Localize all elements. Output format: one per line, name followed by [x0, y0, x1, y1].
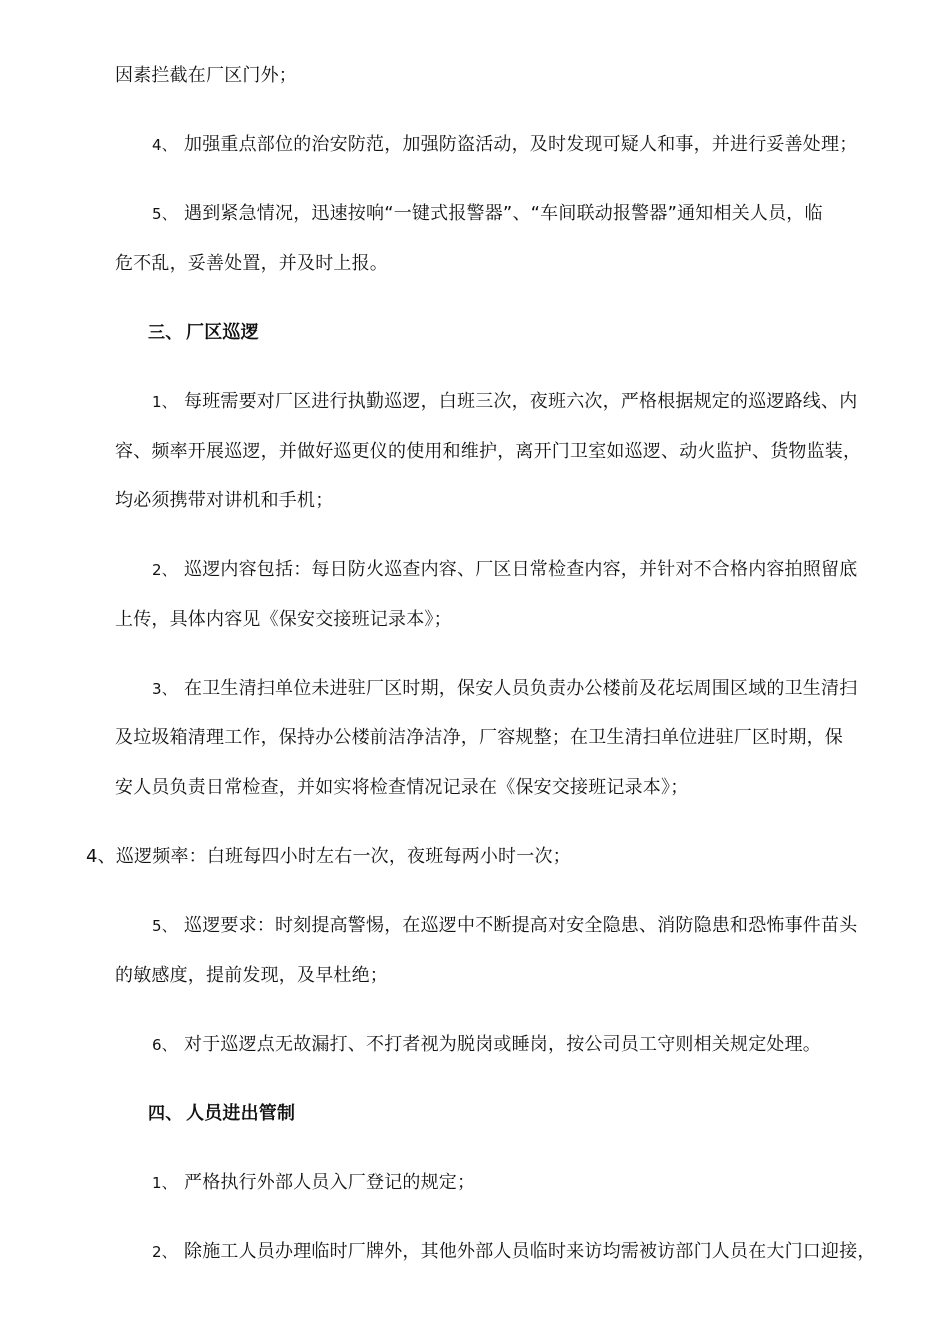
- text-line: [115, 65, 297, 87]
- text-content: 加强重点部位的治安防范，加强防盗活动，及时发现可疑人和事，并进行妥善处理；: [184, 134, 858, 155]
- text-content: 均必须携带对讲机和手机；: [115, 490, 334, 511]
- text-line: [115, 727, 843, 749]
- list-item: [152, 915, 857, 937]
- text-line: [115, 609, 452, 631]
- text-content: 的敏感度，提前发现，及早杜绝；: [115, 965, 388, 986]
- text-content: 巡逻内容包括：每日防火巡查内容、厂区日常检查内容，并针对不合格内容拍照留底: [184, 559, 858, 580]
- text-content: 除施工人员办理临时厂牌外，其他外部人员临时来访均需被访部门人员在大门口迎接，: [184, 1241, 876, 1262]
- list-item: [152, 559, 857, 581]
- text-content: 在卫生清扫单位未进驻厂区时期，保安人员负责办公楼前及花坛周围区域的卫生清扫: [184, 678, 858, 699]
- list-item: [86, 846, 571, 868]
- list-number: 1、: [152, 393, 177, 411]
- text-content: 对于巡逻点无故漏打、不打者视为脱岗或睡岗，按公司员工守则相关规定处理。: [184, 1034, 821, 1055]
- list-number: 4、: [152, 136, 177, 154]
- text-line: [115, 777, 688, 799]
- list-item: [152, 678, 857, 700]
- text-line: [115, 441, 861, 463]
- list-number: 5、: [152, 917, 177, 935]
- text-content: 容、频率开展巡逻，并做好巡更仪的使用和维护，离开门卫室如巡逻、动火监护、货物监装，: [115, 441, 862, 462]
- list-item: [152, 1034, 821, 1056]
- text-content: 严格执行外部人员入厂登记的规定；: [184, 1172, 476, 1193]
- list-item: [152, 134, 857, 156]
- list-number: 6、: [152, 1036, 177, 1054]
- text-content: 上传，具体内容见《保安交接班记录本》；: [115, 609, 452, 630]
- section-title: 厂区巡逻: [186, 322, 259, 343]
- list-number: 5、: [152, 205, 177, 223]
- list-number: 3、: [152, 680, 177, 698]
- list-item: [152, 203, 823, 225]
- text-line: [115, 253, 388, 275]
- section-number: 四、: [148, 1104, 183, 1124]
- text-content: 危不乱，妥善处置，并及时上报。: [115, 253, 388, 274]
- text-content: 巡逻要求：时刻提高警惕，在巡逻中不断提高对安全隐患、消防隐患和恐怖事件苗头: [184, 915, 858, 936]
- text-line: [115, 965, 388, 987]
- text-content: 及垃圾箱清理工作，保持办公楼前洁净洁净，厂容规整；在卫生清扫单位进驻厂区时期，保: [115, 727, 843, 748]
- text-content: 每班需要对厂区进行执勤巡逻，白班三次，夜班六次，严格根据规定的巡逻路线、内: [184, 391, 858, 412]
- section-heading: [148, 1103, 295, 1125]
- section-title: 人员进出管制: [186, 1103, 296, 1124]
- text-content: 因素拦截在厂区门外；: [115, 65, 297, 86]
- list-item: [152, 1172, 475, 1194]
- list-item: [152, 1241, 876, 1263]
- text-line: [115, 490, 333, 512]
- text-content: 安人员负责日常检查，并如实将检查情况记录在《保安交接班记录本》；: [115, 777, 689, 798]
- text-content: 遇到紧急情况，迅速按响“一键式报警器”、“车间联动报警器”通知相关人员，临: [184, 203, 823, 224]
- list-number: 1、: [152, 1174, 177, 1192]
- section-number: 三、: [148, 323, 183, 343]
- list-number: 2、: [152, 1243, 177, 1261]
- section-heading: [148, 322, 259, 344]
- list-number: 2、: [152, 561, 177, 579]
- list-item: [152, 391, 857, 413]
- text-content: 4、巡逻频率：白班每四小时左右一次，夜班每两小时一次；: [86, 846, 571, 867]
